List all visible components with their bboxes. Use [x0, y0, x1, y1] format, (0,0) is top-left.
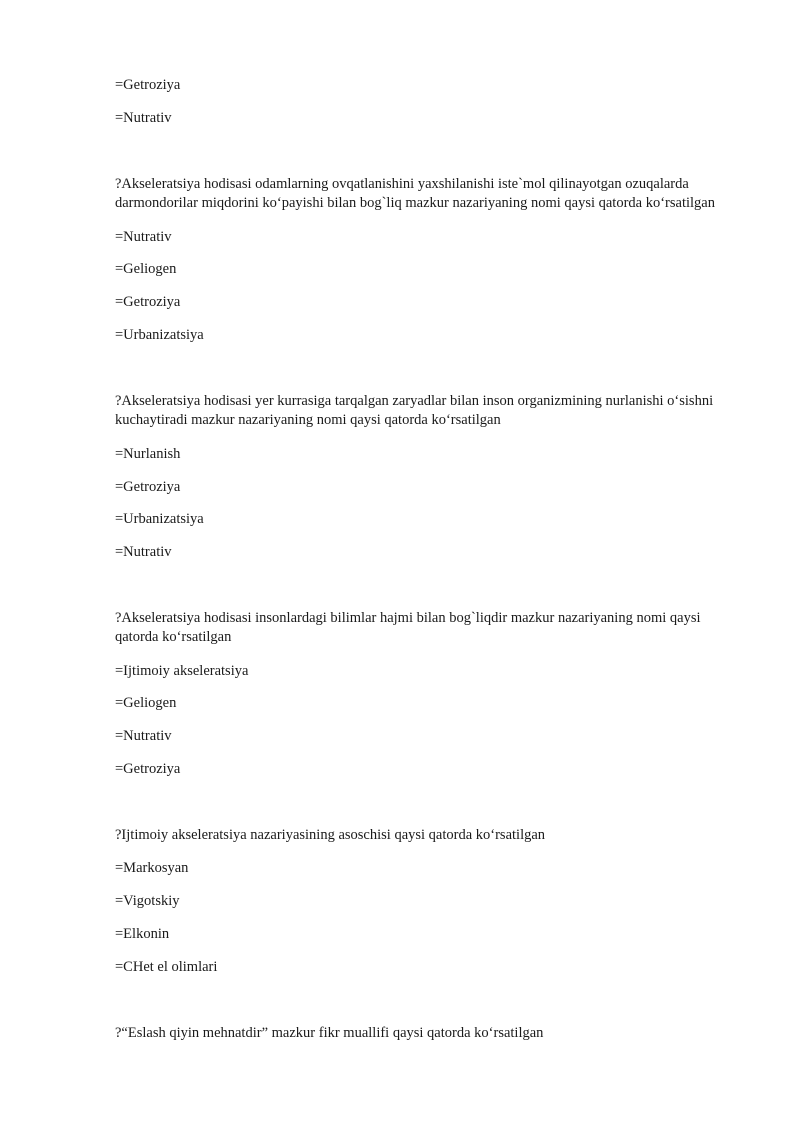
- answer-option: =CHet el olimlari: [115, 959, 218, 975]
- question-text: ?Akseleratsiya hodisasi insonlardagi bilimlar hajmi bilan bog`liqdir mazkur nazariyaning nomi qaysi qatorda koʻrsatilgan: [115, 610, 701, 645]
- answer-option: =Nurlanish: [115, 446, 181, 462]
- answer-option: =Getroziya: [115, 761, 181, 777]
- question-text: ?Ijtimoiy akseleratsiya nazariyasining asoschisi qaysi qatorda koʻrsatilgan: [115, 827, 546, 843]
- answer-option: =Getroziya: [115, 479, 181, 495]
- answer-option: =Nutrativ: [115, 728, 172, 744]
- answer-option: =Nutrativ: [115, 229, 172, 245]
- question-text: ?Akseleratsiya hodisasi yer kurrasiga tarqalgan zaryadlar bilan inson organizmining nurlanishi oʻsishni kuchaytiradi mazkur nazariyaning nomi qaysi qatorda koʻrsatilgan: [115, 393, 714, 428]
- answer-option: =Vigotskiy: [115, 893, 180, 909]
- question-text: ?“Eslash qiyin mehnatdir” mazkur fikr muallifi qaysi qatorda koʻrsatilgan: [115, 1025, 544, 1041]
- answer-option: =Nutrativ: [115, 110, 172, 126]
- answer-option: =Markosyan: [115, 860, 189, 876]
- answer-option: =Geliogen: [115, 695, 177, 711]
- answer-option: =Geliogen: [115, 261, 177, 277]
- answer-option: =Getroziya: [115, 77, 181, 93]
- answer-option: =Nutrativ: [115, 544, 172, 560]
- answer-option: =Ijtimoiy akseleratsiya: [115, 663, 249, 679]
- question-text: ?Akseleratsiya hodisasi odamlarning ovqatlanishini yaxshilanishi iste`mol qilinayotgan ozuqalarda darmondorilar miqdorini koʻpayishi bilan bog`liq mazkur nazariyaning nomi qaysi qatorda koʻrsatilgan: [115, 176, 715, 211]
- answer-option: =Urbanizatsiya: [115, 511, 204, 527]
- answer-option: =Elkonin: [115, 926, 170, 942]
- answer-option: =Urbanizatsiya: [115, 327, 204, 343]
- answer-option: =Getroziya: [115, 294, 181, 310]
